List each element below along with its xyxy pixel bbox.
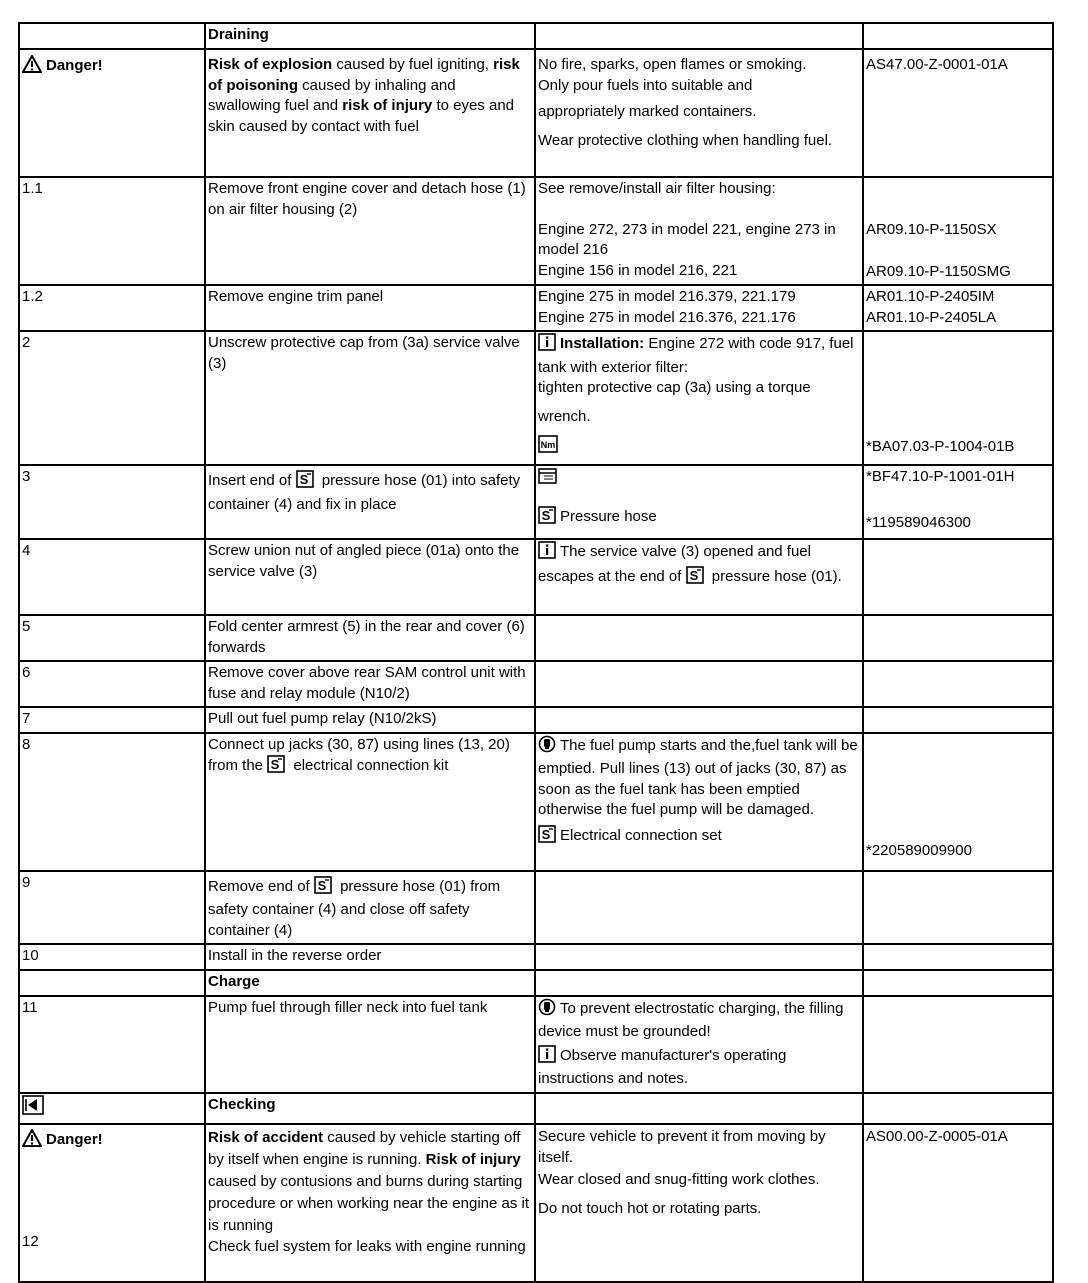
table-row — [19, 539, 1053, 615]
svg-text:S: S — [299, 472, 308, 487]
cell-step: 2 — [19, 331, 205, 465]
cell-step: 7 — [19, 707, 205, 733]
table-row — [19, 177, 1053, 285]
cell-ref: AS00.00-Z-0005-01A — [863, 1124, 1053, 1282]
cell-ref: AR09.10-P-1150SX AR09.10-P-1150SMG — [863, 177, 1053, 285]
special-tool-icon — [686, 566, 704, 591]
table-row — [19, 285, 1053, 331]
cell-step: 8 — [19, 733, 205, 871]
danger-label: Danger! — [46, 1131, 103, 1148]
cell-ref — [863, 615, 1053, 661]
cell-step: 3 — [19, 465, 205, 539]
info-icon — [538, 333, 556, 358]
table-row — [19, 661, 1053, 707]
table-row — [19, 49, 1053, 177]
cell-note — [535, 707, 863, 733]
table-row — [19, 944, 1053, 970]
special-tool-icon — [538, 825, 556, 850]
cell-ref — [863, 707, 1053, 733]
cell-ref: *220589009900 — [863, 733, 1053, 871]
cell-note: The service valve (3) opened and fuel escapes at the end of S pressure hose (01). — [535, 539, 863, 615]
cell-note — [535, 944, 863, 970]
danger-cell — [19, 49, 205, 177]
cell-step: 1.1 — [19, 177, 205, 285]
cell-note: S Pressure hose — [535, 465, 863, 539]
cell-note: The fuel pump starts and the,fuel tank will be emptied. Pull lines (13) out of jacks (30, 87) as soon as the fuel tank has been emptied otherwise the fuel pump will be damaged. S Electrical connection set — [535, 733, 863, 871]
cell-step: 6 — [19, 661, 205, 707]
table-row — [19, 871, 1053, 945]
cell-action: Unscrew protective cap from (3a) service valve (3) — [205, 331, 535, 465]
cell-note — [535, 1093, 863, 1125]
svg-text:Nm: Nm — [540, 440, 556, 450]
table-row — [19, 707, 1053, 733]
svg-text:S: S — [317, 877, 327, 893]
cell-action: Install in the reverse order — [205, 944, 535, 970]
cell-action: Risk of explosion caused by fuel igniting, risk of poisoning caused by inhaling and swallowing fuel and risk of injury to eyes and skin caused by contact with fuel — [205, 49, 535, 177]
cell-ref — [863, 661, 1053, 707]
danger-cell — [19, 1124, 205, 1282]
cell-step: 11 — [19, 996, 205, 1093]
cell-action: Pull out fuel pump relay (N10/2kS) — [205, 707, 535, 733]
info-icon — [538, 1045, 556, 1070]
cell-step — [19, 1093, 205, 1125]
svg-text:S: S — [541, 826, 551, 842]
section-heading-checking: Checking — [205, 1093, 535, 1125]
cell-step — [19, 23, 205, 49]
table-row — [19, 23, 1053, 49]
cell-note: See remove/install air filter housing: Engine 272, 273 in model 221, engine 273 in model 216 Engine 156 in model 216, 221 — [535, 177, 863, 285]
table-row — [19, 996, 1053, 1093]
cell-action: Screw union nut of angled piece (01a) onto the service valve (3) — [205, 539, 535, 615]
cell-ref: *BA07.03-P-1004-01B — [863, 331, 1053, 465]
cell-ref: AS47.00-Z-0001-01A — [863, 49, 1053, 177]
special-tool-icon — [296, 470, 314, 495]
cell-ref: AR01.10-P-2405IM AR01.10-P-2405LA — [863, 285, 1053, 331]
cell-action: Connect up jacks (30, 87) using lines (13, 20) from the S electrical connection kit — [205, 733, 535, 871]
danger-label: Danger! — [46, 57, 103, 74]
cell-step: 4 — [19, 539, 205, 615]
step-number: 12 — [22, 1232, 39, 1250]
warning-triangle-icon — [22, 1129, 42, 1154]
cell-action: Fold center armrest (5) in the rear and cover (6) forwards — [205, 615, 535, 661]
cell-ref — [863, 23, 1053, 49]
cell-ref — [863, 539, 1053, 615]
procedure-table — [18, 22, 1054, 1283]
section-heading-draining: Draining — [205, 23, 535, 49]
svg-text:S: S — [270, 757, 280, 772]
cell-ref — [863, 1093, 1053, 1125]
cell-note — [535, 23, 863, 49]
table-row — [19, 1124, 1053, 1282]
info-icon — [538, 541, 556, 566]
table-row — [19, 733, 1053, 871]
checking-arrow-icon — [22, 1102, 44, 1119]
cell-note: No fire, sparks, open flames or smoking. Only pour fuels into suitable and appropriately marked containers. Wear protective clothing when handling fuel. — [535, 49, 863, 177]
svg-text:S: S — [689, 567, 698, 583]
cell-step: 9 — [19, 871, 205, 945]
cell-ref — [863, 996, 1053, 1093]
cell-note: Installation: Engine 272 with code 917, fuel tank with exterior filter: tighten protective cap (3a) using a torque wrench. Nm — [535, 331, 863, 465]
cell-note — [535, 615, 863, 661]
cell-action: Remove engine trim panel — [205, 285, 535, 331]
cell-step: 1.2 — [19, 285, 205, 331]
warning-triangle-icon — [22, 55, 42, 80]
table-row — [19, 1093, 1053, 1125]
cell-note: Engine 275 in model 216.379, 221.179 Engine 275 in model 216.376, 221.176 — [535, 285, 863, 331]
cell-note: To prevent electrostatic charging, the filling device must be grounded! Observe manufacturer's operating instructions and notes. — [535, 996, 863, 1093]
cell-action: Insert end of S pressure hose (01) into safety container (4) and fix in place — [205, 465, 535, 539]
cell-ref: *BF47.10-P-1001-01H *119589046300 — [863, 465, 1053, 539]
cell-action: Remove front engine cover and detach hose (1) on air filter housing (2) — [205, 177, 535, 285]
cell-action: Remove cover above rear SAM control unit with fuse and relay module (N10/2) — [205, 661, 535, 707]
cell-step: 10 — [19, 944, 205, 970]
cell-note: Secure vehicle to prevent it from moving by itself. Wear closed and snug-fitting work clothes. Do not touch hot or rotating parts. — [535, 1124, 863, 1282]
cell-action: Risk of accident caused by vehicle starting off by itself when engine is running. Risk of injury caused by contusions and burns during starting procedure or when working near the engine as it is running Check fuel system for leaks with engine running — [205, 1124, 535, 1282]
table-row — [19, 615, 1053, 661]
cell-action: Pump fuel through filler neck into fuel tank — [205, 996, 535, 1093]
special-tool-icon — [267, 755, 285, 780]
torque-nm-icon — [538, 440, 558, 457]
table-row — [19, 465, 1053, 539]
table-row — [19, 970, 1053, 996]
section-heading-charge: Charge — [205, 970, 535, 996]
cell-note — [535, 970, 863, 996]
cell-ref — [863, 871, 1053, 945]
cell-ref — [863, 944, 1053, 970]
special-tool-icon — [538, 506, 556, 531]
table-row — [19, 331, 1053, 465]
svg-text:S: S — [541, 507, 551, 523]
caution-hand-icon — [538, 735, 556, 760]
cell-step — [19, 970, 205, 996]
document-icon — [538, 467, 860, 492]
cell-action: Remove end of S pressure hose (01) from safety container (4) and close off safety container (4) — [205, 871, 535, 945]
cell-note — [535, 871, 863, 945]
special-tool-icon — [314, 876, 332, 901]
cell-step: 5 — [19, 615, 205, 661]
caution-hand-icon — [538, 998, 556, 1023]
cell-ref — [863, 970, 1053, 996]
cell-note — [535, 661, 863, 707]
